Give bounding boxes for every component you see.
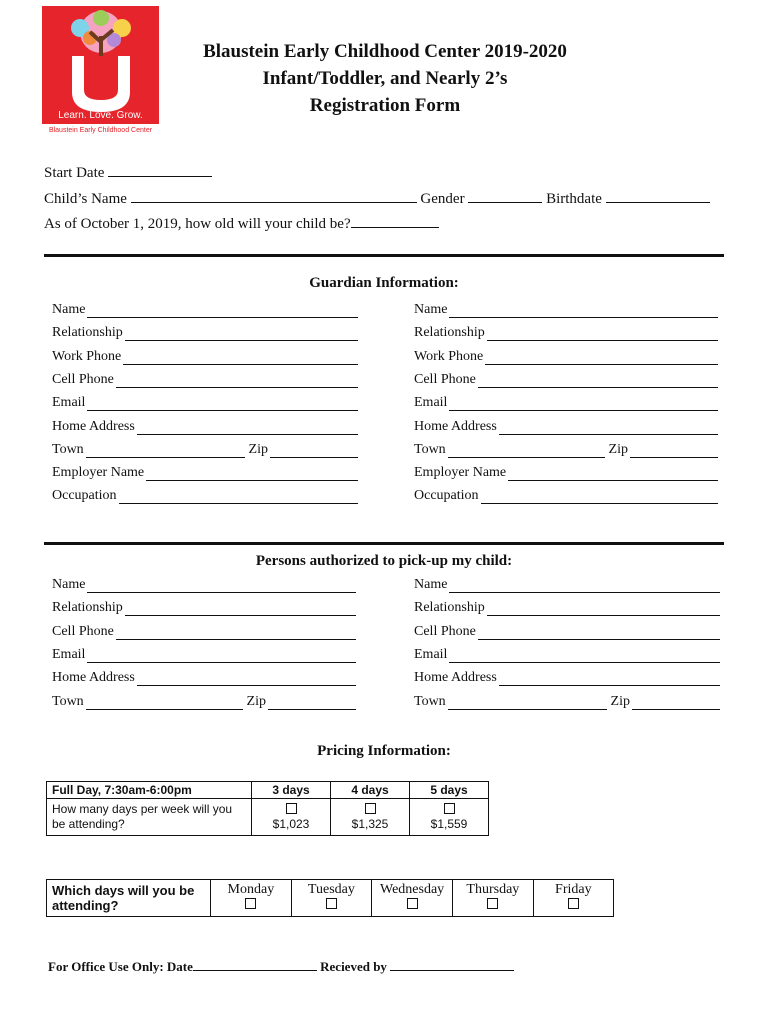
guardian-field-label: Cell Phone [414,371,476,387]
employer-name-field[interactable] [146,468,358,481]
cell-phone-field[interactable] [478,375,718,388]
town-field[interactable] [448,445,605,458]
guardian-field-row [52,395,358,411]
child-info-row [44,190,710,208]
pickup-field-row [414,600,720,616]
guardian-field-label: Work Phone [52,348,122,364]
pickup-field-row [52,624,356,640]
office-use-row [48,958,514,975]
pickup-field-row [414,624,720,640]
pickup-field-label: Town [414,693,446,709]
day-monday-label: Monday [227,882,275,897]
pickup-field-label: Cell Phone [52,623,114,639]
pickup-field-label: Relationship [414,600,485,616]
email-field[interactable] [87,650,356,663]
office-date-field[interactable] [193,958,317,971]
guardian-field-row [414,465,718,481]
guardian-field-label: Employer Name [52,465,145,481]
checkbox-wednesday[interactable] [407,898,418,909]
guardian-field-label: Email [414,395,448,411]
zip-field[interactable] [630,445,718,458]
guardian-field-label: Home Address [414,418,497,434]
relationship-field[interactable] [487,328,718,341]
pickup-field-label: Cell Phone [414,623,476,639]
option-5-days-label: 5 days [410,782,489,799]
guardian-field-label: Relationship [414,325,485,341]
gender-field[interactable] [468,190,542,203]
day-wednesday [372,880,453,917]
guardian-field-label: Name [414,302,448,317]
guardian-field-row [52,465,358,481]
email-field[interactable] [87,398,358,411]
title-line-2: Infant/Toddler, and Nearly 2’s [262,68,508,89]
employer-name-field[interactable] [508,468,718,481]
zip-label: Zip [248,441,268,457]
received-by-label: Recieved by [320,959,387,974]
guardian-field-row [414,349,718,365]
j-letter-icon [62,56,140,112]
start-date-row [44,164,212,182]
pickup-field-label: Town [52,693,84,709]
pickup-field-label: Email [414,646,448,662]
pickup-field-row [414,647,720,663]
center-logo [42,6,159,137]
town-field[interactable] [448,697,607,710]
guardian-field-row [414,325,718,341]
pickup-field-label: Relationship [52,600,123,616]
guardian-field-row [414,419,718,435]
form-title [160,38,610,119]
cell-phone-field[interactable] [478,627,720,640]
guardian-field-label: Town [52,441,84,457]
day-friday-label: Friday [555,882,592,897]
pickup-field-label: Name [52,577,86,592]
zip-label: Zip [246,693,266,709]
gender-label: Gender [420,191,465,207]
tree-icon [60,10,142,58]
logo-name: Blaustein Early Childhood Center [42,124,159,137]
price-5-days: $1,559 [430,817,468,831]
occupation-field[interactable] [481,491,718,504]
home-address-field[interactable] [137,673,356,686]
work-phone-field[interactable] [123,352,358,365]
guardian-heading: Guardian Information: [309,275,459,291]
pickup-field-row [414,670,720,686]
pickup-field-label: Home Address [52,670,135,686]
days-question: Which days will you be attending? [47,880,211,917]
guardian-field-label: Email [52,395,86,411]
occupation-field[interactable] [119,491,358,504]
pickup-heading: Persons authorized to pick-up my child: [255,553,513,569]
option-3-days-label: 3 days [252,782,331,799]
age-row [44,215,439,233]
title-line-3: Registration Form [309,95,461,116]
guardian-field-label: Relationship [52,325,123,341]
pickup-field-row [414,577,720,593]
checkbox-monday[interactable] [245,898,256,909]
pricing-table [46,781,489,836]
town-field[interactable] [86,697,243,710]
checkbox-4-days[interactable] [365,803,376,814]
guardian-field-label: Occupation [414,488,479,504]
start-date-field[interactable] [108,164,212,177]
zip-field[interactable] [632,697,720,710]
pickup-field-row [52,694,356,710]
checkbox-3-days[interactable] [286,803,297,814]
day-tuesday [291,880,372,917]
day-thursday-label: Thursday [466,882,520,897]
childs-name-field[interactable] [131,190,417,203]
day-thursday [453,880,534,917]
birthdate-field[interactable] [606,190,710,203]
guardian-field-label: Town [414,441,446,457]
pricing-question: How many days per week will you be attending? [47,799,252,836]
pickup-field-row [52,577,356,593]
divider [44,254,724,257]
zip-field[interactable] [270,445,358,458]
divider [44,542,724,545]
zip-label: Zip [608,441,628,457]
office-date-label: For Office Use Only: Date [48,959,193,974]
guardian-field-label: Name [52,302,86,317]
home-address-field[interactable] [499,422,718,435]
childs-name-label: Child’s Name [44,191,127,207]
option-4-days-cell [331,799,410,836]
work-phone-field[interactable] [485,352,718,365]
pickup-field-label: Name [414,577,448,592]
name-field[interactable] [87,305,358,318]
checkbox-friday[interactable] [568,898,579,909]
days-table [46,879,614,917]
pricing-heading: Pricing Information: [317,743,451,759]
relationship-field[interactable] [125,328,358,341]
guardian-field-label: Employer Name [414,465,507,481]
title-line-1: Blaustein Early Childhood Center 2019-2020 [203,41,567,62]
name-field[interactable] [87,580,356,593]
relationship-field[interactable] [125,603,356,616]
guardian-field-label: Occupation [52,488,117,504]
cell-phone-field[interactable] [116,375,358,388]
start-date-label: Start Date [44,165,105,181]
home-address-field[interactable] [499,673,720,686]
guardian-field-row [414,395,718,411]
cell-phone-field[interactable] [116,627,356,640]
guardian-field-row [414,442,718,458]
pickup-field-row [414,694,720,710]
email-field[interactable] [449,398,718,411]
price-4-days: $1,325 [351,817,389,831]
age-question: As of October 1, 2019, how old will your child be? [44,216,351,232]
guardian-field-label: Cell Phone [52,371,114,387]
guardian-field-row [52,488,358,504]
logo-tagline: Learn. Love. Grow. [58,110,143,121]
town-field[interactable] [86,445,245,458]
age-field[interactable] [351,215,439,228]
pricing-body-row [47,799,489,836]
option-3-days-cell [252,799,331,836]
pickup-field-label: Email [52,646,86,662]
checkbox-tuesday[interactable] [326,898,337,909]
home-address-field[interactable] [137,422,358,435]
zip-label: Zip [610,693,630,709]
day-monday [211,880,292,917]
guardian-field-row [52,325,358,341]
guardian-field-row [52,302,358,318]
received-by-field[interactable] [390,958,514,971]
pickup-field-row [52,647,356,663]
price-3-days: $1,023 [272,817,310,831]
guardian-field-row [414,372,718,388]
guardian-field-row [414,302,718,318]
name-field[interactable] [449,580,720,593]
pricing-header-row [47,782,489,799]
pickup-field-row [52,600,356,616]
guardian-field-label: Work Phone [414,348,484,364]
relationship-field[interactable] [487,603,720,616]
days-row [47,880,614,917]
guardian-field-row [52,372,358,388]
guardian-field-label: Home Address [52,418,135,434]
email-field[interactable] [449,650,720,663]
pickup-field-label: Home Address [414,670,497,686]
option-4-days-label: 4 days [331,782,410,799]
guardian-field-row [414,488,718,504]
day-friday [533,880,613,917]
zip-field[interactable] [268,697,356,710]
checkbox-thursday[interactable] [487,898,498,909]
option-5-days-cell [410,799,489,836]
guardian-field-row [52,419,358,435]
checkbox-5-days[interactable] [444,803,455,814]
guardian-field-row [52,349,358,365]
guardian-field-row [52,442,358,458]
day-tuesday-label: Tuesday [307,882,355,897]
name-field[interactable] [449,305,718,318]
pricing-header-label: Full Day, 7:30am-6:00pm [47,782,252,799]
pickup-field-row [52,670,356,686]
day-wednesday-label: Wednesday [380,882,445,897]
birthdate-label: Birthdate [546,191,602,207]
